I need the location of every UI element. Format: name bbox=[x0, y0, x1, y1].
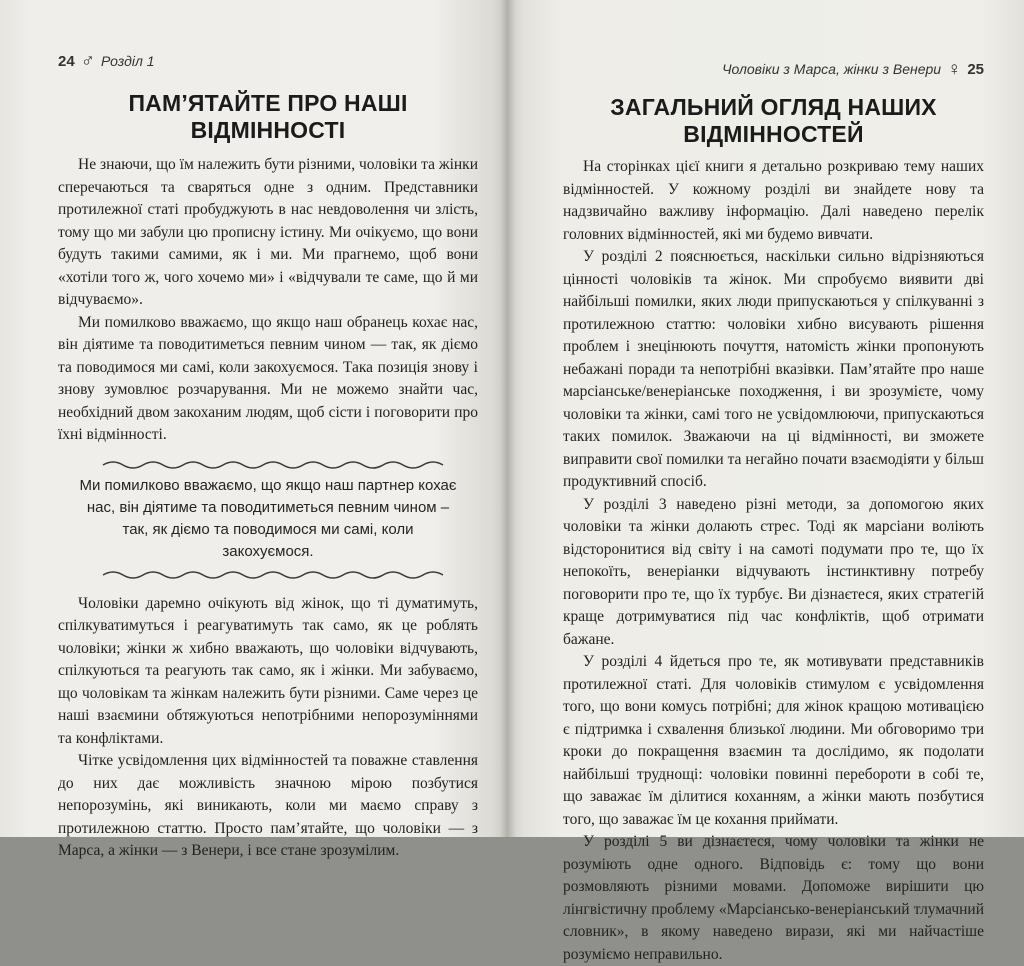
left-paragraph: Чітке усвідомлення цих відмінностей та поважне ставлення до них дає можливість значною мірою позбутися непорозумінь, які виникають, коли ми маємо справу з протилежною статтю. Просто пам’ятайте, що чоловіки — з Марса, а жінки — з Венери, і все стане зрозумілим. bbox=[58, 752, 478, 859]
left-section-title: ПАМ’ЯТАЙТЕ ПРО НАШІ ВІДМІННОСТІ bbox=[128, 90, 408, 143]
left-section-label: Розділ 1 bbox=[100, 53, 155, 69]
left-paragraph: Ми помилково вважаємо, що якщо наш обранець кохає нас, він діятиме та поводитиметься певним чином — так, як діємо та поводимося ми самі, коли закохуємося. Така позиція знову і знову зумовлює розчарування. Ми не можемо знайти час, необхідний двом закоханим людям, щоб сісти і поговорити про їхні відмінності. bbox=[58, 313, 478, 443]
book-gutter bbox=[500, 0, 516, 837]
pull-quote: Ми помилково вважаємо, що якщо наш партнер кохає нас, він діятиме та поводитиметься певним чином – так, як діємо та поводимося ми самі, коли закохуємося. bbox=[79, 476, 457, 560]
left-running-header bbox=[58, 50, 478, 72]
callout-top-wave bbox=[58, 459, 478, 471]
wave-divider-icon bbox=[103, 459, 433, 471]
left-paragraph: Чоловіки даремно очікують від жінок, що ті думатимуть, спілкуватимуться і реагуватимуть так само, як це роблять чоловіки; жінки ж хибно вважають, що чоловіки відчувають, спілкуються та реагують так само, як і жінки. Ми забуваємо, що чоловікам та жінкам належить бути різними. Саме через це наші взаємини обтяжуються непотрібними непорозуміннями та конфліктами. bbox=[58, 594, 478, 747]
female-symbol-icon: ♀ bbox=[947, 58, 962, 80]
left-page-number: 24 bbox=[58, 52, 75, 70]
right-paragraph: У розділі 4 йдеться про те, як мотивувати представників протилежної статі. Для чоловіків стимулом є усвідомлення того, що вони комусь потрібні; для жінок кращою мотивацією є підтримка і схвалення близької людини. Ми обговоримо три кроки до покращення взаємин та дослідимо, як подолати найбільші труднощі: чоловіки повинні перебороти в собі те, що заважає їм ділитися коханням, а жінки мають позбутися того, що заважає їм це кохання приймати. bbox=[563, 653, 984, 828]
left-page bbox=[0, 0, 508, 859]
left-paragraph: Не знаючи, що їм належить бути різними, чоловіки та жінки сперечаються та сваряться одне з одним. Представники протилежної статі пробуджують в нас невдоволення чи злість, тому що ми забули цю прописну істину. Ми очікуємо, що вони будуть такими самими, як і ми. Ми прагнемо, щоб вони «хотіли того ж, чого хочемо ми» і «відчували те саме, що й ми відчуваємо». bbox=[58, 156, 478, 308]
right-page-number: 25 bbox=[967, 60, 984, 78]
book-running-title: Чоловіки з Марса, жінки з Венери bbox=[722, 61, 942, 77]
callout-bottom-wave bbox=[58, 569, 478, 581]
right-paragraph: У розділі 2 пояснюється, наскільки сильно відрізняються цінності чоловіків та жінок. Ми спробуємо виявити дві найбільші помилки, яких люди припускаються у спілкуванні з протилежною статтю: чоловіки хибно висувають рішення проблем і знецінюють почуття, натомість жінки пропонують небажані поради та непотрібні вказівки. Пам’ятайте про наше марсіанське/венеріанське походження, і ви зрозумієте, чому чоловіки та жінки, самі того не усвідомлюючи, припускаються таких помилок. Зважаючи на ці відмінності, ви зможете виправити свої помилки та негайно почати взаємодіяти у більш продуктивний спосіб. bbox=[563, 248, 984, 490]
male-symbol-icon: ♂ bbox=[80, 50, 95, 72]
wave-divider-icon bbox=[103, 569, 433, 581]
right-paragraph: На сторінках цієї книги я детально розкриваю тему наших відмінностей. У кожному розділі ви знайдете нову та надзвичайно важливу інформацію. Далі наведено перелік головних відмінностей, які ми будемо вивчати. bbox=[563, 158, 984, 243]
right-paragraph: У розділі 3 наведено різні методи, за допомогою яких чоловіки та жінки долають стрес. Тоді як марсіани воліють відсторонитися від світу і на самоті подумати про те, що їх непокоїть, венеріанки відчувають інстинктивну потребу поговорити про те, що їх турбує. Ви дізнаєтеся, яких стратегій краще дотримуватися під час конфліктів, щоб отримати бажане. bbox=[563, 495, 984, 648]
right-paragraph: У розділі 5 ви дізнаєтеся, чому чоловіки та жінки не розуміють одне одного. Відповідь є: тому що вони розмовляють різними мовами. Допоможе вирішити цю лінгвістичну проблему «Марсіансько-венеріанський тлумачний словник», в якому наведено вирази, які ми найчастіше розуміємо неправильно. bbox=[563, 833, 984, 963]
right-page bbox=[508, 0, 1024, 963]
right-running-header bbox=[563, 58, 984, 80]
right-section-title: ЗАГАЛЬНИЙ ОГЛЯД НАШИХ ВІДМІННОСТЕЙ bbox=[610, 94, 937, 147]
